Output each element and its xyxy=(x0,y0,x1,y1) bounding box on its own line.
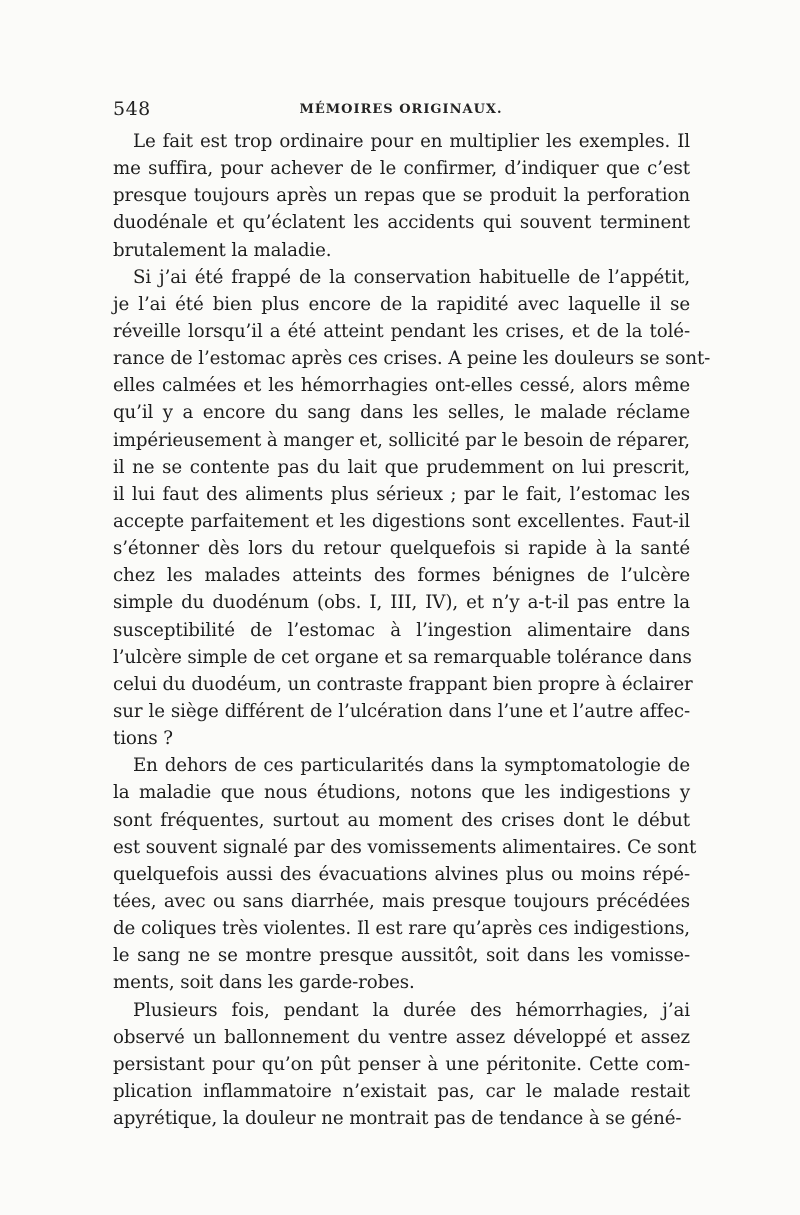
text-line: il lui faut des aliments plus sérieux ; par le fait, l’estomac les xyxy=(113,483,690,505)
text-line: impérieusement à manger et, sollicité par le besoin de réparer, xyxy=(113,429,690,451)
paragraph xyxy=(113,264,711,753)
text-line: Si j’ai été frappé de la conservation habituelle de l’appétit, xyxy=(133,266,690,288)
text-line: celui du duodéum, un contraste frappant bien propre à éclairer xyxy=(113,673,693,695)
text-line: Plusieurs fois, pendant la durée des hémorrhagies, j’ai xyxy=(133,999,690,1021)
text-line: me suffira, pour achever de le confirmer, d’indiquer que c’est xyxy=(113,158,690,180)
text-line: chez les malades atteints des formes bénignes de l’ulcère xyxy=(113,565,690,587)
text-line: plication inflammatoire n’existait pas, car le malade restait xyxy=(113,1080,690,1102)
paragraph xyxy=(113,128,690,264)
text-line: de coliques très violentes. Il est rare qu’après ces indigestions, xyxy=(113,918,690,940)
text-line: il ne se contente pas du lait que prudemment on lui prescrit, xyxy=(113,456,690,478)
text-line: apyrétique, la douleur ne montrait pas de tendance à se géné- xyxy=(113,1108,682,1130)
text-line: sur le siège différent de l’ulcération dans l’une et l’autre affec- xyxy=(113,700,690,722)
text-line: persistant pour qu’on pût penser à une péritonite. Cette com- xyxy=(113,1053,690,1075)
text-line: qu’il y a encore du sang dans les selles, le malade réclame xyxy=(113,402,690,424)
text-line: Le fait est trop ordinaire pour en multiplier les exemples. Il xyxy=(133,131,690,152)
text-line: rance de l’estomac après ces crises. A peine les douleurs se sont- xyxy=(113,348,711,370)
text-line: ments, soit dans les garde-robes. xyxy=(113,972,415,994)
text-line: simple du duodénum (obs. I, III, IV), et n’y a-t-il pas entre la xyxy=(113,592,690,614)
text-line: duodénale et qu’éclatent les accidents qui souvent terminent xyxy=(113,212,690,234)
text-line: s’étonner dès lors du retour quelquefois si rapide à la santé xyxy=(113,538,690,560)
text-line: est souvent signalé par des vomissements alimentaires. Ce sont xyxy=(113,836,697,858)
text-line: tions ? xyxy=(113,728,173,750)
text-line: presque toujours après un repas que se produit la perforation xyxy=(113,185,690,207)
text-line: En dehors de ces particularités dans la symptomatologie de xyxy=(133,755,690,777)
text-line: je l’ai été bien plus encore de la rapidité avec laquelle il se xyxy=(113,293,690,315)
text-line: accepte parfaitement et les digestions sont excellentes. Faut-il xyxy=(113,510,690,532)
text-line: sont fréquentes, surtout au moment des crises dont le début xyxy=(113,809,690,831)
text-line: la maladie que nous étudions, notons que les indigestions y xyxy=(113,782,690,804)
text-line: réveille lorsqu’il a été atteint pendant les crises, et de la tolé- xyxy=(113,320,690,342)
text-line: brutalement la maladie. xyxy=(113,239,332,261)
text-line: observé un ballonnement du ventre assez développé et assez xyxy=(113,1026,690,1048)
text-line: quelquefois aussi des évacuations alvines plus ou moins répé- xyxy=(113,863,690,885)
text-line: l’ulcère simple de cet organe et sa remarquable tolérance dans xyxy=(113,646,692,668)
text-line: le sang ne se montre presque aussitôt, soit dans les vomisse- xyxy=(113,945,690,967)
paragraph xyxy=(113,752,697,996)
text-line: elles calmées et les hémorrhagies ont-elles cessé, alors même xyxy=(113,375,690,397)
page-number: 548 xyxy=(113,98,151,120)
text-line: tées, avec ou sans diarrhée, mais presque toujours précédées xyxy=(113,890,690,912)
text-line: susceptibilité de l’estomac à l’ingestion alimentaire dans xyxy=(113,619,690,641)
paragraph xyxy=(113,997,690,1133)
body-text xyxy=(113,128,711,1132)
running-head xyxy=(113,98,689,124)
running-title: MÉMOIRES ORIGINAUX. xyxy=(299,102,503,117)
